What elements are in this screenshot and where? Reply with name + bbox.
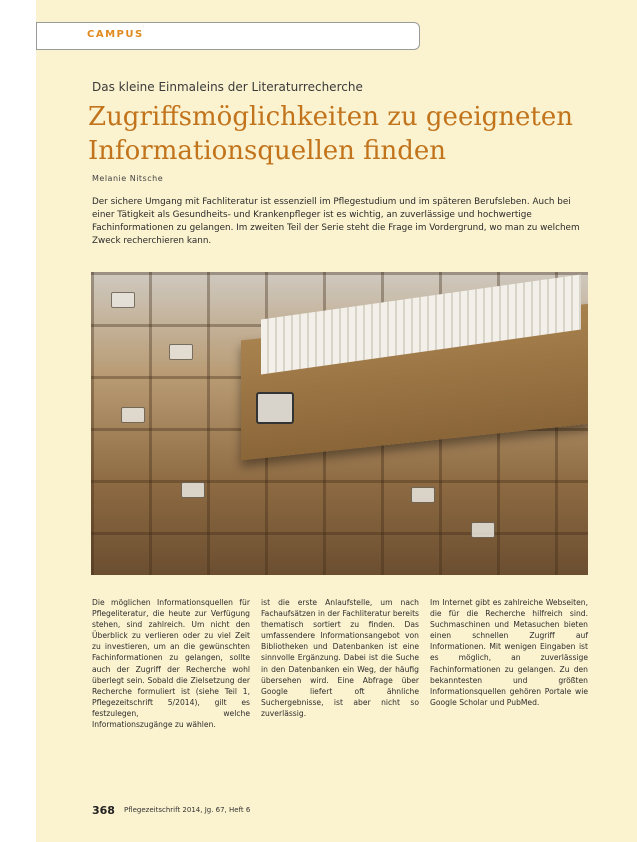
page-number: 368 bbox=[92, 804, 115, 817]
drawer-handle bbox=[169, 344, 193, 360]
article-kicker: Das kleine Einmaleins der Literaturrecherche bbox=[92, 80, 363, 94]
scan-margin bbox=[0, 0, 40, 842]
body-column-2: ist die erste Anlaufstelle, um nach Fachaufsätzen in der Fachliteratur bereits thematisch sortiert zu finden. Das umfassendere Informationsangebot von Bibliotheken und Datenbanken ist eine sinnvolle Ergänzung. Dabei ist die Suche in den Datenbanken ein Weg, der häufig übersehen wird. Eine Abfrage über Google liefert oft ähnliche Suchergebnisse, ist aber nicht so zuverlässig. bbox=[261, 598, 419, 718]
journal-citation: Pflegezeitschrift 2014, Jg. 67, Heft 6 bbox=[124, 806, 251, 814]
drawer-pull-handle bbox=[256, 392, 294, 424]
drawer-handle bbox=[111, 292, 135, 308]
drawer-handle bbox=[411, 487, 435, 503]
card-catalog-photo bbox=[91, 272, 588, 575]
drawer-handle bbox=[471, 522, 495, 538]
article-title: Zugriffsmöglichkeiten zu geeigneten Informationsquellen finden bbox=[88, 102, 573, 166]
drawer-handle bbox=[121, 407, 145, 423]
article-author: Melanie Nitsche bbox=[92, 174, 164, 183]
article-lead: Der sichere Umgang mit Fachliteratur ist essenziell im Pflegestudium und im späteren Berufsleben. Auch bei einer Tätigkeit als Gesundheits- und Krankenpfleger ist es wichtig, an zuverlässige und hochwertige Fachinformationen zu gelangen. Im zweiten Teil der Serie steht die Frage im Vordergrund, wo man zu welchem Zweck recherchieren kann. bbox=[92, 197, 580, 246]
body-column-3: Im Internet gibt es zahlreiche Webseiten, die für die Recherche hilfreich sind. Suchmaschinen und Metasuchen bieten einen schnellen Zugriff auf Informationen. Mit wenigen Eingaben ist es möglich, an zuverlässige Fachinformationen zu gelangen. Zu den bekanntesten und größten Informationsquellen gehören Portale wie Google Scholar und PubMed. bbox=[430, 598, 588, 707]
drawer-handle bbox=[181, 482, 205, 498]
body-column-1: Die möglichen Informationsquellen für Pflegeliteratur, die heute zur Verfügung stehen, sind zahlreich. Um nicht den Überblick zu verlieren oder zu viel Zeit zu investieren, um an die gewünschten Fachinformationen zu gelangen, sollte auch der Zugriff der Recherche wohl überlegt sein. Sobald die Zielsetzung der Recherche formuliert ist (siehe Teil 1, Pflegezeitschrift 5/2014), gilt es festzulegen, welche Informationszugänge zu wählen. bbox=[92, 598, 250, 730]
section-rubric: CAMPUS bbox=[87, 29, 144, 40]
